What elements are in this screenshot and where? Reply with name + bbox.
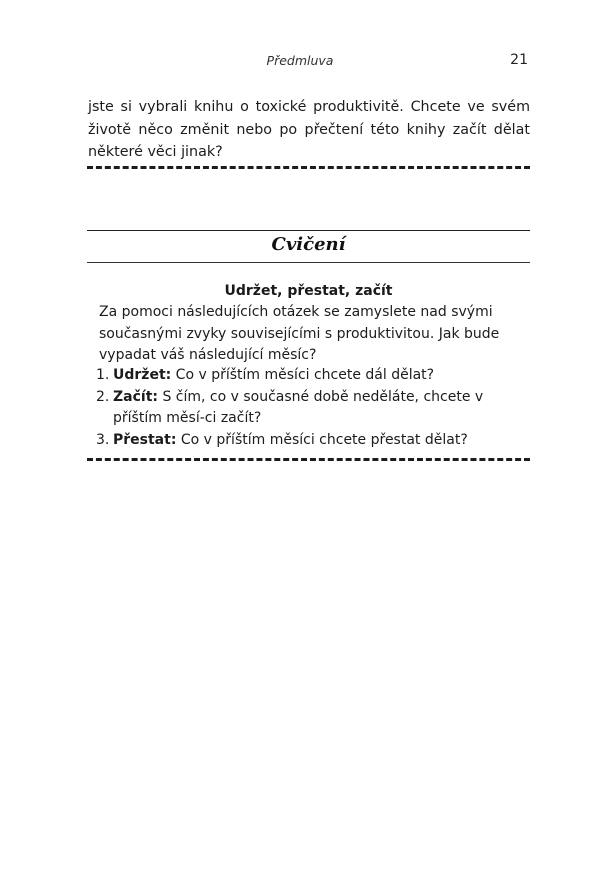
list-item-number: 2. bbox=[96, 388, 110, 405]
list-item-label: Začít: bbox=[113, 388, 158, 405]
list-item bbox=[96, 387, 530, 430]
exercise-rule-bottom bbox=[87, 262, 530, 263]
exercise-heading: Cvičení bbox=[271, 234, 346, 255]
intro-paragraph: jste si vybrali knihu o toxické produktivitě. Chcete ve svém životě něco změnit nebo po přečtení této knihy začít dělat některé věci jinak? bbox=[88, 99, 530, 160]
exercise-description: Za pomoci následujících otázek se zamyslete nad svými současnými zvyky souvisejícími s produktivitou. Jak bude vypadat váš následující měsíc? bbox=[99, 304, 500, 363]
list-item-text: S čím, co v současné době neděláte, chcete v příštím měsí-ci začít? bbox=[113, 388, 484, 426]
list-item bbox=[96, 430, 530, 452]
list-item-label: Přestat: bbox=[113, 431, 177, 448]
list-item-text: Co v příštím měsíci chcete dál dělat? bbox=[171, 367, 435, 383]
exercise-subtitle: Udržet, přestat, začít bbox=[224, 283, 393, 299]
list-item-label: Udržet: bbox=[113, 367, 172, 383]
dashed-divider-bottom bbox=[87, 458, 530, 461]
exercise-list bbox=[96, 365, 530, 451]
exercise-rule-top bbox=[87, 230, 530, 231]
list-item-number: 3. bbox=[96, 431, 110, 448]
dashed-divider-top bbox=[87, 166, 530, 169]
list-item-number: 1. bbox=[96, 367, 110, 383]
page-number: 21 bbox=[510, 52, 528, 68]
list-item bbox=[96, 365, 530, 387]
list-item-text: Co v příštím měsíci chcete přestat dělat? bbox=[176, 431, 468, 448]
running-header: Předmluva bbox=[266, 53, 334, 68]
